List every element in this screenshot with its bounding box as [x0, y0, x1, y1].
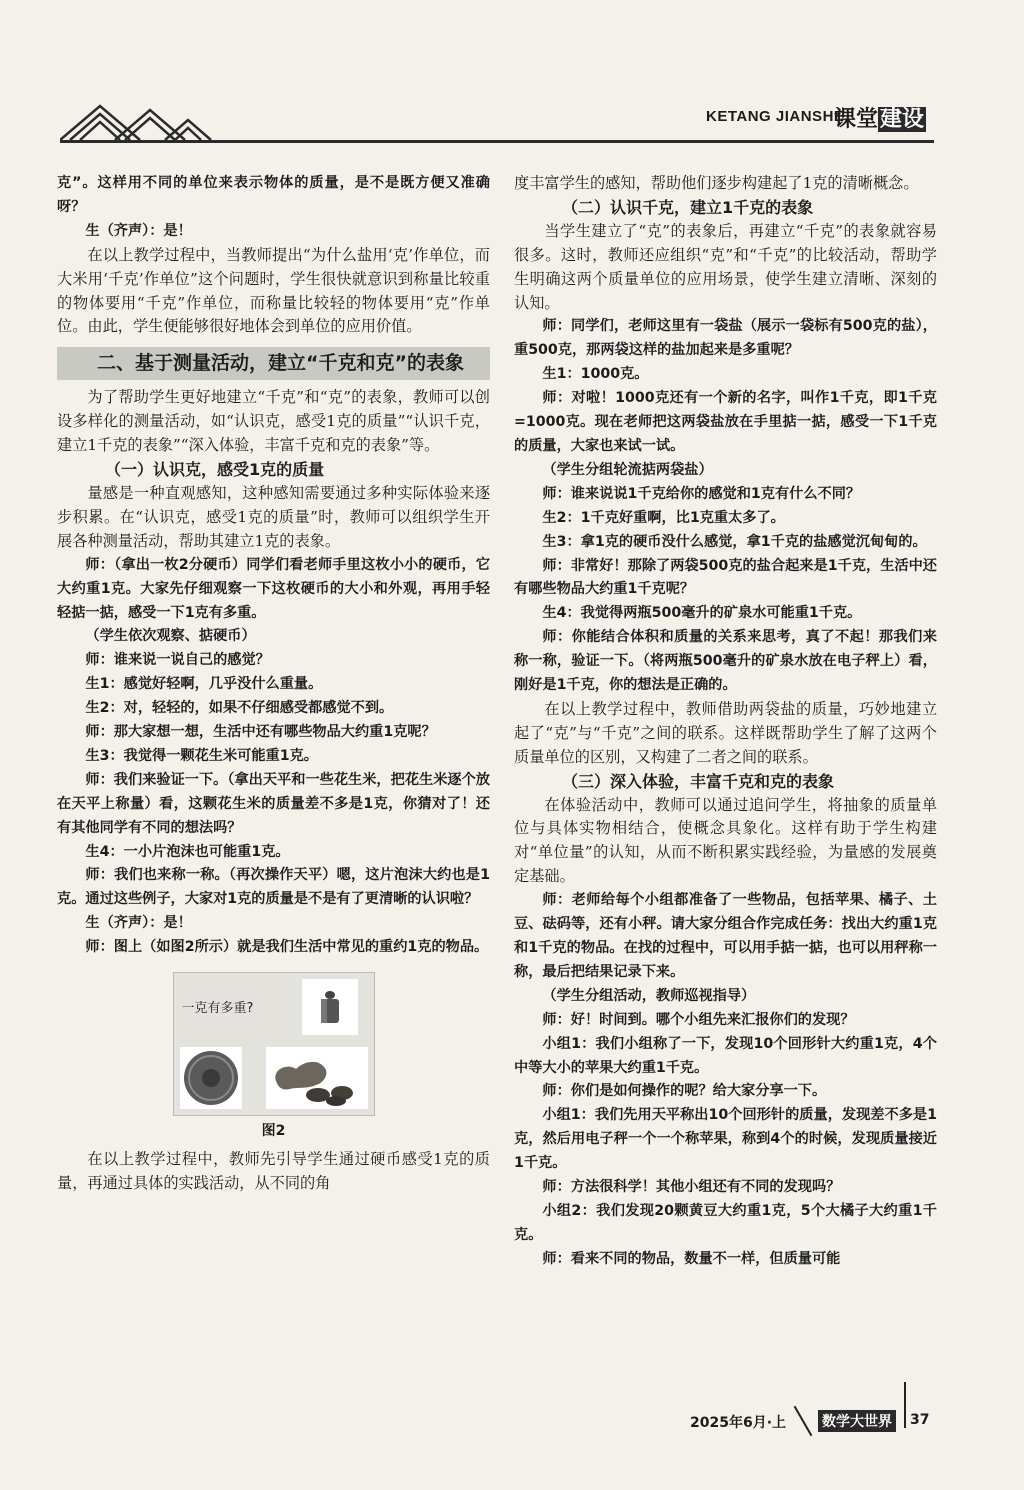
figure-label: 一克有多重? — [181, 1001, 254, 1017]
dialogue-line: 师：那大家想一想，生活中还有哪些物品大约重1克呢？ — [85, 724, 436, 741]
dialogue-line: 师：我们来验证一下。（拿出天平和一些花生米，把花生米逐个放在天平上称量）看，这颗花生米的质量差不多是1克，你猜对了！还有其他同学有不同的想法吗？ — [57, 771, 490, 836]
dialogue-line: 生2：1千克好重啊，比1克重太多了。 — [542, 509, 785, 526]
header-rule — [60, 140, 934, 143]
mountain-logo-icon — [60, 92, 300, 146]
dialogue-line: 生3：我觉得一颗花生米可能重1克。 — [85, 747, 318, 764]
dialogue-line: 师：老师给每个小组都准备了一些物品，包括苹果、橘子、土豆、砝码等，还有小秤。请大家分组合作完成任务：找出大约重1克和1千克的物品。在找的过程中，可以用手掂一掂，也可以用秤称一称，最后把结果记录下来。 — [514, 892, 937, 980]
dialogue-line: 师：同学们，老师这里有一袋盐（展示一袋标有500克的盐），重500克，那两袋这样的盐加起来是多重呢？ — [514, 318, 937, 359]
dialogue-line: 师：谁来说一说自己的感觉？ — [85, 652, 270, 669]
paragraph: 克”。这样用不同的单位来表示物体的质量，是不是既方便又准确呀？ — [57, 175, 490, 215]
header-title-part1: 课堂 — [834, 107, 879, 132]
paragraph: 在以上教学过程中，当教师提出“为什么盐用‘克’作单位，而大米用‘千克’作单位”这个问题时，学生很快就意识到称量比较重的物体要用“千克”作单位，而称量比较轻的物体要用“克”作单位。由此，学生便能够很好地体会到单位的应用价值。 — [57, 245, 490, 336]
left-column — [57, 172, 490, 1196]
dialogue-line: （学生分组轮流掂两袋盐） — [542, 461, 713, 478]
dialogue-line: 生4：我觉得两瓶500毫升的矿泉水可能重1千克。 — [542, 605, 862, 622]
dialogue-line: 生2：对，轻轻的，如果不仔细感受都感觉不到。 — [85, 700, 394, 717]
paragraph: 量感是一种直观感知，这种感知需要通过多种实际体验来逐步积累。在“认识克，感受1克的质量”时，教师可以组织学生开展各种测量活动，帮助其建立1克的表象。 — [57, 483, 490, 550]
section-heading: 二、基于测量活动，建立“千克和克”的表象 — [57, 347, 490, 380]
issue-date: 2025年6月·上 — [690, 1415, 787, 1431]
paragraph: 当学生建立了“克”的表象后，再建立“千克”的表象就容易很多。这时，教师还应组织“克”和“千克”的比较活动，帮助学生明确这两个质量单位的应用场景，使学生建立清晰、深刻的认知。 — [514, 221, 937, 312]
dialogue-line: （学生分组活动，教师巡视指导） — [542, 987, 756, 1004]
dialogue-line: 师：我们也来称一称。（再次操作天平）嗯，这片泡沫大约也是1克。通过这些例子，大家对1克的质量是不是有了更清晰的认识啦？ — [57, 867, 490, 908]
dialogue-line: 师：对啦！1000克还有一个新的名字，叫作1千克，即1千克=1000克。现在老师把这两袋盐放在手里掂一掂，感受一下1千克的质量，大家也来试一试。 — [514, 390, 937, 454]
paragraph: 为了帮助学生更好地建立“千克”和“克”的表象，教师可以创设多样化的测量活动，如“认识克，感受1克的质量”“认识千克，建立1千克的表象”“深入体验，丰富千克和克的表象”等。 — [57, 388, 490, 455]
dialogue-line: 生1：感觉好轻啊，几乎没什么重量。 — [85, 676, 323, 693]
dialogue-line: 师：你们是如何操作的呢？给大家分享一下。 — [542, 1083, 827, 1100]
page-number: 37 — [910, 1412, 930, 1428]
footer-rule — [904, 1382, 906, 1428]
dialogue-line: 生3：拿1克的硬币没什么感觉，拿1千克的盐感觉沉甸甸的。 — [542, 533, 927, 550]
paragraph: 在以上教学过程中，教师借助两袋盐的质量，巧妙地建立起了“克”与“千克”之间的联系。这样既帮助学生了解了这两个质量单位的区别，又构建了二者之间的联系。 — [514, 699, 937, 766]
dialogue-line: （学生依次观察、掂硬币） — [85, 628, 256, 645]
subsection-heading: （一）认识克，感受1克的质量 — [105, 460, 325, 480]
right-column — [514, 172, 937, 1272]
dialogue-line: 师：你能结合体积和质量的关系来思考，真了不起！那我们来称一称，验证一下。（将两瓶500毫升的矿泉水放在电子秤上）看，刚好是1千克，你的想法是正确的。 — [514, 629, 937, 694]
dialogue-line: 生（齐声）：是！ — [85, 222, 192, 239]
weight-icon — [302, 979, 358, 1035]
header-title-part2: 建设 — [880, 107, 925, 132]
dialogue-line: 师：谁来说说1千克给你的感觉和1克有什么不同？ — [542, 485, 861, 502]
dialogue-line: 小组2：我们发现20颗黄豆大约重1克，5个大橘子大约重1千克。 — [514, 1202, 937, 1243]
dialogue-line: 师：（拿出一枚2分硬币）同学们看老师手里这枚小小的硬币，它大约重1克。大家先仔细观察一下这枚硬币的大小和外观，再用手轻轻掂一掂，感受一下1克有多重。 — [57, 556, 490, 621]
subsection-heading: （二）认识千克，建立1千克的表象 — [562, 197, 814, 217]
header-pinyin: KETANG JIANSHE — [706, 108, 845, 125]
dialogue-line: 小组1：我们小组称了一下，发现10个回形针大约重1克，4个中等大小的苹果大约重1千克。 — [514, 1035, 937, 1076]
paragraph: 在体验活动中，教师可以通过追问学生，将抽象的质量单位与具体实物相结合，使概念具象化。这样有助于学生构建对“单位量”的认知，从而不断积累实践经验，为量感的发展奠定基础。 — [514, 795, 937, 886]
coin-icon — [180, 1047, 242, 1109]
dialogue-line: 生1：1000克。 — [542, 366, 649, 383]
dialogue-line: 师：方法很科学！其他小组还有不同的发现吗？ — [542, 1179, 841, 1196]
footer-divider — [794, 1406, 813, 1436]
subsection-heading: （三）深入体验，丰富千克和克的表象 — [562, 771, 835, 791]
header-column-title — [834, 102, 926, 133]
magazine-name: 数学大世界 — [818, 1410, 896, 1432]
dialogue-line: 师：好！时间到。哪个小组先来汇报你们的发现？ — [542, 1011, 855, 1028]
figure-caption: 图2 — [261, 1123, 286, 1140]
dialogue-line: 师：非常好！那除了两袋500克的盐合起来是1千克，生活中还有哪些物品大约重1千克呢？ — [514, 557, 937, 598]
paragraph: 度丰富学生的感知，帮助他们逐步构建起了1克的清晰概念。 — [514, 174, 919, 192]
peanut-icon — [266, 1047, 368, 1109]
paragraph: 在以上教学过程中，教师先引导学生通过硬币感受1克的质量，再通过具体的实践活动，从不同的角 — [57, 1150, 490, 1192]
dialogue-line: 师：看来不同的物品，数量不一样，但质量可能 — [542, 1250, 841, 1267]
figure-2 — [173, 972, 375, 1116]
dialogue-line: 生（齐声）：是！ — [85, 915, 192, 932]
dialogue-line: 师：图上（如图2所示）就是我们生活中常见的重约1克的物品。 — [85, 939, 489, 956]
dialogue-line: 小组1：我们先用天平称出10个回形针的质量，发现差不多是1克，然后用电子秤一个一个称苹果，称到4个的时候，发现质量接近1千克。 — [514, 1107, 937, 1172]
dialogue-line: 生4：一小片泡沫也可能重1克。 — [85, 843, 290, 860]
